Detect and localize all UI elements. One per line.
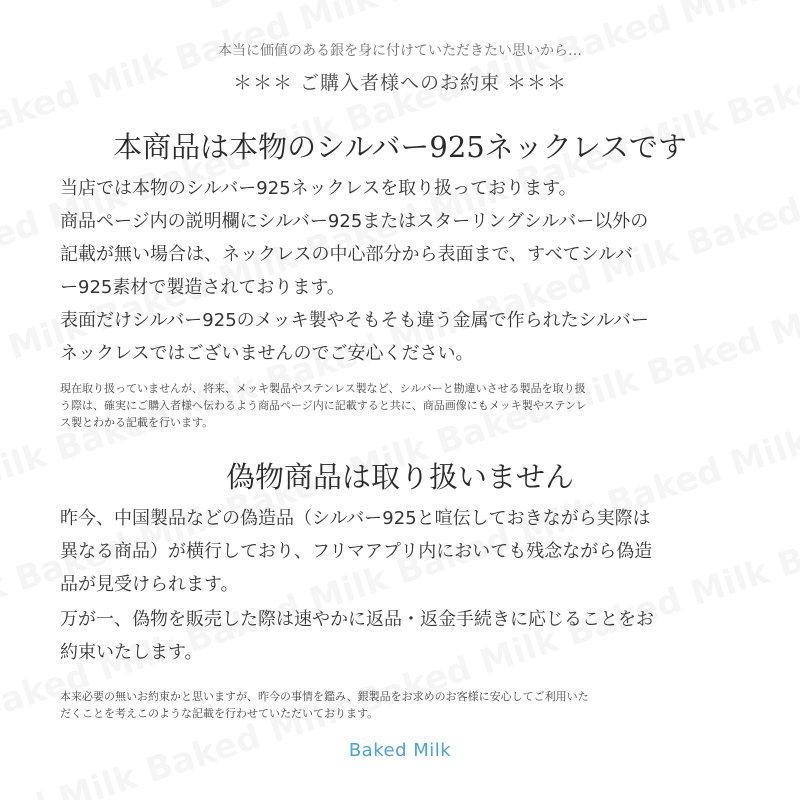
body-line: 約束いたします。 — [60, 642, 203, 663]
note-line: ス製とわかる記載を行います。 — [60, 416, 214, 429]
promise-title: ＊＊＊ ご購入者様へのお約束 ＊＊＊ — [232, 72, 568, 94]
section1-heading: 本商品は本物のシルバー925ネックレスです — [113, 130, 687, 164]
note-line: だくことを考えこのような記載を行わせていただいております。 — [60, 707, 379, 720]
body-line: 品が見受けられます。 — [60, 574, 239, 595]
tagline: 本当に価値のある銀を身に付けていただきたい思いから… — [218, 43, 582, 59]
body-line: ネックレスではございませんのでご安心ください。 — [60, 343, 474, 364]
section2-body — [60, 502, 740, 669]
body-line: ー925素材で製造されております。 — [60, 277, 345, 298]
body-line: 昨今、中国製品などの偽造品（シルバー925と喧伝しておきながら実際は — [60, 508, 651, 529]
body-line: 表面だけシルバー925のメッキ製やそもそも違う金属で作られたシルバー — [60, 310, 649, 331]
note-line: 本来必要の無いお約束かと思いますが、昨今の事情を鑑み、銀製品をお求めのお客様に安心してご利用いた — [60, 690, 589, 703]
body-line: 万が一、偽物を販売した際は速やかに返品・返金手続きに応じることをお — [60, 609, 654, 630]
section2-note — [60, 688, 750, 722]
body-line: 異なる商品）が横行しており、フリマアプリ内においても残念ながら偽造 — [60, 541, 653, 562]
body-line: 当店では本物のシルバー925ネックレスを取り扱っております。 — [60, 178, 577, 199]
section1-note — [60, 380, 750, 431]
watermark-text — [200, 0, 800, 18]
body-line: 商品ページ内の説明欄にシルバー925またはスターリングシルバー以外の — [60, 211, 649, 232]
section1-body — [60, 172, 740, 370]
body-line: 記載が無い場合は、ネックレスの中心部分から表面まで、すべてシルバ — [60, 244, 634, 265]
note-line: 現在取り扱っていませんが、将来、メッキ製品やステンレス製など、シルバーと勘違いさせる製品を取り扱 — [60, 382, 586, 395]
note-line: う際は、確実にご購入者様へ伝わるよう商品ページ内に記載すると共に、商品画像にもメッキ製やステンレ — [60, 399, 587, 412]
brand-logo-text: Baked Milk — [348, 740, 452, 761]
section2-heading: 偽物商品は取り扱いません — [225, 460, 574, 494]
